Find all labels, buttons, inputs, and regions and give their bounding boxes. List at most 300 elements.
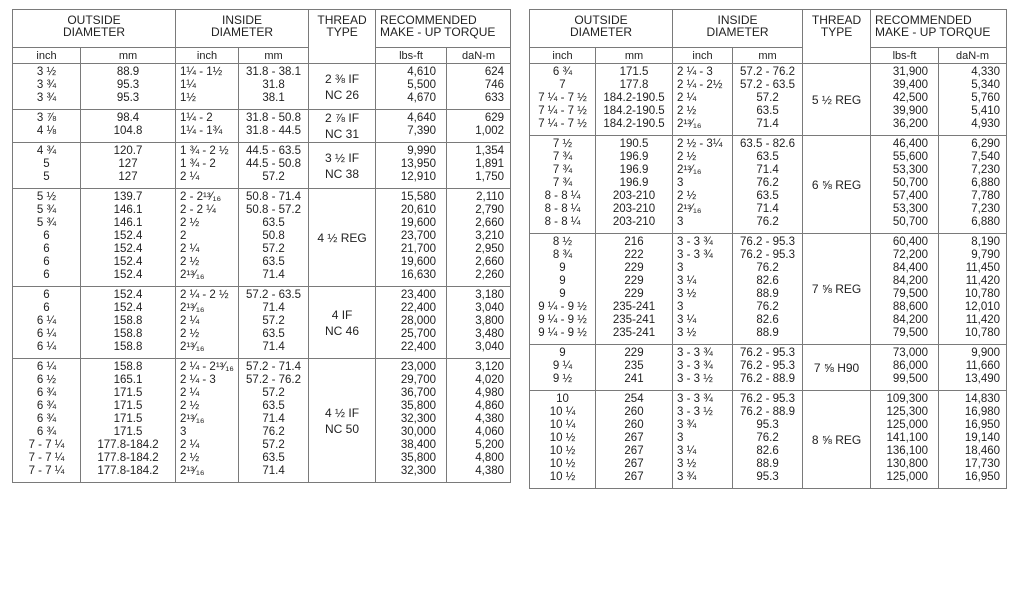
- outside-diameter-mm: 95.3: [116, 92, 140, 104]
- torque-lbs-ft: 15,580: [400, 191, 437, 203]
- torque-dan-m: 4,060: [475, 426, 505, 438]
- table-row: [530, 234, 1007, 345]
- table-row: [13, 287, 511, 359]
- inside-diameter-mm: 63.5 - 82.6: [740, 138, 796, 150]
- outside-diameter-inch: 6 ¾: [36, 413, 57, 425]
- torque-lbs-ft-cell: [376, 143, 447, 189]
- inside-diameter-inch-cell: [673, 234, 733, 345]
- outside-diameter-inch-cell: [530, 345, 596, 391]
- inside-diameter-mm-cell: [733, 234, 803, 345]
- outside-diameter-mm-cell: [81, 143, 176, 189]
- torque-lbs-ft: 31,900: [892, 66, 929, 78]
- torque-lbs-ft-cell: [376, 64, 447, 110]
- torque-dan-m: 4,380: [475, 413, 505, 425]
- outside-diameter-mm: 229: [624, 347, 644, 359]
- torque-lbs-ft: 4,610: [407, 66, 437, 78]
- thread-type-cell: [803, 136, 871, 234]
- torque-lbs-ft-cell: [376, 110, 447, 143]
- inside-diameter-inch: 3 - 3 ¾: [677, 236, 713, 248]
- outside-diameter-inch: 6 ¾: [552, 66, 573, 78]
- outside-diameter-mm: 104.8: [113, 125, 143, 137]
- torque-dan-m: 8,190: [971, 236, 1001, 248]
- outside-diameter-mm: 171.5: [113, 426, 143, 438]
- inside-diameter-mm: 88.9: [756, 458, 779, 470]
- torque-dan-m: 4,930: [971, 118, 1001, 130]
- torque-lbs-ft: 84,200: [892, 314, 929, 326]
- inside-diameter-inch: 3 - 3 ¾: [677, 249, 713, 261]
- outside-diameter-inch: 9 ¼ - 9 ½: [538, 301, 587, 313]
- outside-diameter-inch: 9 ¼: [552, 360, 573, 372]
- torque-lbs-ft: 13,950: [400, 158, 437, 170]
- inside-diameter-mm: 57.2: [756, 92, 779, 104]
- inside-diameter-inch: 2¹³⁄₁₆: [677, 118, 702, 130]
- torque-dan-m-cell: [447, 189, 511, 287]
- inside-diameter-mm: 88.9: [756, 327, 779, 339]
- inside-diameter-mm-cell: [239, 189, 309, 287]
- torque-dan-m: 7,230: [971, 164, 1001, 176]
- thread-type: NC 26: [325, 87, 360, 102]
- torque-dan-m: 2,660: [475, 217, 505, 229]
- outside-diameter-inch-cell: [13, 110, 81, 143]
- outside-diameter-mm: 216: [624, 236, 644, 248]
- inside-diameter-inch: 3: [180, 426, 187, 438]
- torque-dan-m: 3,800: [475, 315, 505, 327]
- outside-diameter-mm: 260: [624, 406, 644, 418]
- torque-lbs-ft: 28,000: [400, 315, 437, 327]
- inside-diameter-mm: 57.2: [262, 315, 285, 327]
- unit-id-mm: mm: [239, 48, 309, 64]
- inside-diameter-mm-cell: [239, 110, 309, 143]
- inside-diameter-inch: 3 - 3 ¾: [677, 360, 713, 372]
- inside-diameter-inch: 1¼: [180, 79, 197, 91]
- torque-dan-m: 1,750: [475, 171, 505, 183]
- thread-type-cell: [309, 64, 376, 110]
- outside-diameter-mm: 196.9: [619, 151, 649, 163]
- table-row: [13, 143, 511, 189]
- outside-diameter-inch: 6 ¾: [36, 426, 57, 438]
- inside-diameter-inch: 3 - 3 ½: [677, 373, 713, 385]
- outside-diameter-inch: 9 ½: [552, 373, 573, 385]
- outside-diameter-mm: 177.8-184.2: [97, 439, 159, 451]
- inside-diameter-inch: 2 ¼ - 3: [677, 66, 713, 78]
- outside-diameter-inch: 7 ¾: [552, 151, 573, 163]
- inside-diameter-inch: 3: [677, 177, 684, 189]
- unit-od-mm: mm: [596, 48, 673, 64]
- inside-diameter-mm: 63.5: [262, 256, 285, 268]
- torque-dan-m: 1,354: [475, 145, 505, 157]
- outside-diameter-inch: 5: [43, 171, 50, 183]
- outside-diameter-inch-cell: [530, 391, 596, 489]
- torque-lbs-ft: 9,990: [407, 145, 437, 157]
- inside-diameter-inch: 2 ½: [677, 190, 697, 202]
- outside-diameter-mm-cell: [596, 64, 673, 136]
- torque-dan-m: 4,020: [475, 374, 505, 386]
- inside-diameter-mm: 76.2 - 95.3: [740, 393, 796, 405]
- outside-diameter-inch: 9: [559, 347, 566, 359]
- outside-diameter-mm-cell: [596, 234, 673, 345]
- inside-diameter-mm-cell: [733, 136, 803, 234]
- inside-diameter-mm: 63.5: [262, 452, 285, 464]
- inside-diameter-mm: 57.2: [262, 387, 285, 399]
- inside-diameter-inch: 2 ½: [180, 328, 200, 340]
- inside-diameter-mm: 50.8 - 57.2: [246, 204, 302, 216]
- thread-type-cell: [803, 391, 871, 489]
- torque-lbs-ft: 99,500: [892, 373, 929, 385]
- torque-lbs-ft: 141,100: [886, 432, 929, 444]
- outside-diameter-mm: 152.4: [113, 289, 143, 301]
- unit-od-inch: inch: [530, 48, 596, 64]
- inside-diameter-inch: 2 ¼: [180, 243, 200, 255]
- outside-diameter-inch: 6 ¾: [36, 387, 57, 399]
- inside-diameter-inch: 2 ½: [677, 151, 697, 163]
- torque-lbs-ft: 53,300: [892, 164, 929, 176]
- table-row: [13, 359, 511, 483]
- unit-id-inch: inch: [673, 48, 733, 64]
- outside-diameter-mm: 260: [624, 419, 644, 431]
- inside-diameter-inch: 3 ¾: [677, 471, 697, 483]
- torque-lbs-ft: 23,700: [400, 230, 437, 242]
- torque-lbs-ft-cell: [871, 391, 939, 489]
- outside-diameter-inch: 6: [43, 243, 50, 255]
- torque-dan-m-cell: [939, 64, 1007, 136]
- inside-diameter-inch: 2 ¼: [180, 315, 200, 327]
- outside-diameter-mm: 267: [624, 458, 644, 470]
- outside-diameter-mm: 203-210: [612, 216, 656, 228]
- outside-diameter-inch: 10 ½: [549, 471, 576, 483]
- torque-lbs-ft: 4,670: [407, 92, 437, 104]
- torque-dan-m: 746: [484, 79, 505, 91]
- torque-lbs-ft: 7,390: [407, 125, 437, 137]
- inside-diameter-mm: 76.2 - 95.3: [740, 360, 796, 372]
- inside-diameter-mm: 71.4: [262, 269, 285, 281]
- outside-diameter-mm: 235-241: [612, 327, 656, 339]
- torque-dan-m: 14,830: [964, 393, 1001, 405]
- outside-diameter-inch: 6: [43, 269, 50, 281]
- torque-lbs-ft: 35,800: [400, 400, 437, 412]
- outside-diameter-inch: 9 ¼ - 9 ½: [538, 314, 587, 326]
- torque-dan-m-cell: [939, 234, 1007, 345]
- thread-type: 2 ⅞ IF: [325, 111, 360, 125]
- inside-diameter-inch-cell: [176, 287, 239, 359]
- table-row: [530, 345, 1007, 391]
- torque-dan-m: 3,040: [475, 341, 505, 353]
- torque-lbs-ft: 35,800: [400, 452, 437, 464]
- torque-dan-m: 624: [484, 66, 505, 78]
- outside-diameter-mm-cell: [596, 136, 673, 234]
- unit-od-inch: inch: [13, 48, 81, 64]
- thread-type: 5 ½ REG: [811, 92, 862, 107]
- outside-diameter-inch: 6 ¾: [36, 400, 57, 412]
- torque-lbs-ft: 21,700: [400, 243, 437, 255]
- inside-diameter-inch: 2 ¼: [677, 92, 697, 104]
- torque-lbs-ft: 36,700: [400, 387, 437, 399]
- torque-lbs-ft: 12,910: [400, 171, 437, 183]
- outside-diameter-mm: 184.2-190.5: [603, 118, 665, 130]
- outside-diameter-mm-cell: [81, 64, 176, 110]
- inside-diameter-mm: 38.1: [262, 92, 285, 104]
- inside-diameter-inch: 3: [677, 301, 684, 313]
- outside-diameter-inch: 6 ¼: [36, 341, 57, 353]
- outside-diameter-mm: 88.9: [116, 66, 140, 78]
- torque-dan-m-cell: [447, 359, 511, 483]
- torque-lbs-ft: 55,600: [892, 151, 929, 163]
- inside-diameter-mm-cell: [733, 64, 803, 136]
- torque-header: RECOMMENDED MAKE - UP TORQUE: [871, 10, 1007, 48]
- inside-diameter-mm: 82.6: [756, 314, 779, 326]
- unit-id-mm: mm: [733, 48, 803, 64]
- outside-diameter-mm: 158.8: [113, 341, 143, 353]
- outside-diameter-inch: 4 ⅛: [36, 125, 57, 137]
- torque-dan-m: 16,980: [964, 406, 1001, 418]
- outside-diameter-mm: 152.4: [113, 302, 143, 314]
- torque-dan-m: 11,420: [965, 314, 1001, 326]
- torque-lbs-ft: 4,640: [407, 112, 437, 124]
- thread-type: NC 46: [325, 323, 360, 338]
- torque-dan-m: 3,120: [475, 361, 505, 373]
- inside-diameter-mm: 57.2 - 63.5: [246, 289, 302, 301]
- inside-diameter-inch: 2 ¼ - 2½: [677, 79, 723, 91]
- inside-diameter-mm: 76.2 - 88.9: [740, 373, 796, 385]
- inside-diameter-inch: 2 ¼: [180, 171, 200, 183]
- table-row: [13, 189, 511, 287]
- outside-diameter-inch: 3 ¾: [36, 92, 57, 104]
- torque-dan-m-cell: [447, 110, 511, 143]
- inside-diameter-inch-cell: [176, 64, 239, 110]
- torque-lbs-ft: 36,200: [892, 118, 929, 130]
- outside-diameter-inch: 6: [43, 256, 50, 268]
- outside-diameter-mm: 203-210: [612, 190, 656, 202]
- outside-diameter-mm: 95.3: [116, 79, 140, 91]
- thread-type: 4 ½ IF: [325, 405, 360, 420]
- outside-diameter-mm-cell: [81, 189, 176, 287]
- torque-dan-m: 4,330: [971, 66, 1001, 78]
- table-row: [530, 391, 1007, 489]
- inside-diameter-inch: 2¹³⁄₁₆: [180, 413, 205, 425]
- inside-diameter-inch-cell: [176, 143, 239, 189]
- outside-diameter-inch: 5 ½: [36, 191, 57, 203]
- table-row: [530, 136, 1007, 234]
- outside-diameter-mm: 254: [624, 393, 644, 405]
- thread-type: 7 ⅝ REG: [811, 282, 862, 296]
- thread-type-cell: [309, 189, 376, 287]
- torque-dan-m: 3,180: [475, 289, 505, 301]
- inside-diameter-inch: 1¼ - 1¾: [180, 125, 223, 137]
- inside-diameter-inch: 2¹³⁄₁₆: [677, 164, 702, 176]
- inside-diameter-inch: 2¹³⁄₁₆: [180, 269, 205, 281]
- torque-dan-m: 6,880: [971, 216, 1001, 228]
- torque-dan-m: 1,891: [475, 158, 505, 170]
- outside-diameter-inch: 8 ½: [552, 236, 573, 248]
- torque-lbs-ft: 60,400: [892, 236, 929, 248]
- inside-diameter-mm: 76.2 - 88.9: [740, 406, 796, 418]
- inside-diameter-inch: 3 - 3 ½: [677, 406, 713, 418]
- outside-diameter-inch: 9: [559, 288, 566, 300]
- outside-diameter-mm: 152.4: [113, 230, 143, 242]
- outside-diameter-header: OUTSIDE DIAMETER: [530, 10, 673, 48]
- inside-diameter-inch: 2: [180, 230, 187, 242]
- inside-diameter-inch: 2 ½ - 3¼: [677, 138, 723, 150]
- torque-lbs-ft: 5,500: [407, 79, 437, 91]
- torque-dan-m: 11,660: [965, 360, 1001, 372]
- outside-diameter-inch: 8 ¾: [552, 249, 573, 261]
- inside-diameter-mm: 76.2: [756, 216, 779, 228]
- outside-diameter-mm: 127: [118, 158, 138, 170]
- outside-diameter-mm: 184.2-190.5: [603, 92, 665, 104]
- outside-diameter-inch: 7 - 7 ¼: [28, 452, 65, 464]
- outside-diameter-inch-cell: [13, 64, 81, 110]
- outside-diameter-mm: 171.5: [113, 387, 143, 399]
- outside-diameter-mm: 171.5: [113, 400, 143, 412]
- outside-diameter-mm: 184.2-190.5: [603, 105, 665, 117]
- torque-dan-m-cell: [939, 391, 1007, 489]
- inside-diameter-inch: 2 ½: [180, 256, 200, 268]
- outside-diameter-inch: 7: [559, 79, 566, 91]
- outside-diameter-mm: 229: [624, 275, 644, 287]
- outside-diameter-mm: 267: [624, 445, 644, 457]
- torque-dan-m: 2,790: [475, 204, 505, 216]
- torque-dan-m: 6,880: [971, 177, 1001, 189]
- outside-diameter-inch: 8 - 8 ¼: [544, 216, 581, 228]
- outside-diameter-mm: 165.1: [113, 374, 143, 386]
- inside-diameter-mm-cell: [239, 64, 309, 110]
- table-row: [13, 64, 511, 110]
- inside-diameter-mm: 57.2: [262, 243, 285, 255]
- inside-diameter-inch: 3 ¼: [677, 314, 697, 326]
- torque-lbs-ft: 20,610: [400, 204, 437, 216]
- outside-diameter-mm: 235-241: [612, 301, 656, 313]
- inside-diameter-inch: 1¼ - 2: [180, 112, 213, 124]
- outside-diameter-mm: 171.5: [113, 413, 143, 425]
- torque-dan-m: 5,200: [475, 439, 505, 451]
- torque-lbs-ft: 50,700: [892, 216, 929, 228]
- inside-diameter-mm: 50.8: [262, 230, 285, 242]
- inside-diameter-mm: 71.4: [756, 203, 779, 215]
- outside-diameter-inch-cell: [530, 64, 596, 136]
- torque-dan-m: 4,860: [475, 400, 505, 412]
- thread-type: 4 ½ REG: [317, 230, 367, 245]
- outside-diameter-inch: 7 ¾: [552, 177, 573, 189]
- torque-dan-m: 11,450: [965, 262, 1001, 274]
- outside-diameter-mm: 177.8: [619, 79, 649, 91]
- outside-diameter-mm: 152.4: [113, 269, 143, 281]
- torque-dan-m: 1,002: [475, 125, 505, 137]
- inside-diameter-mm: 76.2 - 95.3: [740, 347, 796, 359]
- inside-diameter-inch: 2¹³⁄₁₆: [677, 203, 702, 215]
- inside-diameter-mm: 63.5: [756, 105, 779, 117]
- inside-diameter-inch: 2 ¼: [180, 439, 200, 451]
- inside-diameter-inch: 2¹³⁄₁₆: [180, 302, 205, 314]
- torque-lbs-ft: 130,800: [886, 458, 929, 470]
- torque-dan-m: 3,480: [475, 328, 505, 340]
- torque-dan-m: 10,780: [964, 327, 1001, 339]
- outside-diameter-mm: 241: [624, 373, 644, 385]
- torque-dan-m: 7,540: [971, 151, 1001, 163]
- inside-diameter-inch: 3 ¼: [677, 445, 697, 457]
- outside-diameter-inch: 7 ¾: [552, 164, 573, 176]
- inside-diameter-inch: 2 ½: [180, 400, 200, 412]
- inside-diameter-inch: 1 ¾ - 2 ½: [180, 145, 229, 157]
- outside-diameter-inch: 3 ½: [36, 66, 57, 78]
- inside-diameter-inch: 3 ¾: [677, 419, 697, 431]
- outside-diameter-inch: 10 ¼: [549, 406, 576, 418]
- outside-diameter-mm: 120.7: [113, 145, 143, 157]
- outside-diameter-inch-cell: [13, 287, 81, 359]
- torque-dan-m: 629: [484, 112, 505, 124]
- inside-diameter-mm: 76.2: [756, 177, 779, 189]
- inside-diameter-mm: 95.3: [756, 471, 779, 483]
- torque-lbs-ft: 19,600: [400, 256, 437, 268]
- outside-diameter-mm: 222: [624, 249, 644, 261]
- outside-diameter-inch: 10 ¼: [549, 419, 576, 431]
- outside-diameter-mm: 267: [624, 432, 644, 444]
- outside-diameter-inch: 9: [559, 262, 566, 274]
- torque-lbs-ft: 125,000: [886, 419, 929, 431]
- outside-diameter-header: OUTSIDE DIAMETER: [13, 10, 176, 48]
- inside-diameter-inch: 3 ½: [677, 327, 697, 339]
- torque-dan-m: 7,780: [971, 190, 1001, 202]
- inside-diameter-mm: 76.2: [756, 262, 779, 274]
- outside-diameter-inch: 9 ¼ - 9 ½: [538, 327, 587, 339]
- outside-diameter-inch: 6: [43, 302, 50, 314]
- outside-diameter-inch-cell: [13, 143, 81, 189]
- torque-lbs-ft: 22,400: [400, 341, 437, 353]
- outside-diameter-inch: 7 - 7 ¼: [28, 439, 65, 451]
- outside-diameter-inch-cell: [530, 234, 596, 345]
- inside-diameter-mm: 31.8 - 38.1: [246, 66, 302, 78]
- outside-diameter-inch: 7 - 7 ¼: [28, 465, 65, 477]
- torque-dan-m-cell: [447, 64, 511, 110]
- torque-lbs-ft: 23,000: [400, 361, 437, 373]
- outside-diameter-mm: 146.1: [113, 217, 143, 229]
- outside-diameter-inch: 10 ½: [549, 458, 576, 470]
- inside-diameter-mm: 44.5 - 50.8: [246, 158, 302, 170]
- inside-diameter-header: INSIDE DIAMETER: [176, 10, 309, 48]
- torque-lbs-ft-cell: [871, 136, 939, 234]
- torque-dan-m: 2,950: [475, 243, 505, 255]
- torque-lbs-ft-cell: [871, 234, 939, 345]
- outside-diameter-mm: 98.4: [116, 112, 140, 124]
- torque-dan-m-cell: [447, 287, 511, 359]
- inside-diameter-inch: 2 ¼ - 2 ½: [180, 289, 229, 301]
- inside-diameter-mm: 71.4: [262, 341, 285, 353]
- torque-lbs-ft: 57,400: [892, 190, 929, 202]
- torque-lbs-ft: 53,300: [892, 203, 929, 215]
- inside-diameter-mm: 57.2 - 76.2: [246, 374, 302, 386]
- outside-diameter-mm: 177.8-184.2: [97, 465, 159, 477]
- torque-lbs-ft: 46,400: [892, 138, 929, 150]
- table-row: [13, 110, 511, 143]
- inside-diameter-mm: 63.5: [262, 400, 285, 412]
- torque-dan-m: 6,290: [971, 138, 1001, 150]
- torque-dan-m: 2,260: [475, 269, 505, 281]
- inside-diameter-mm: 50.8 - 71.4: [246, 191, 302, 203]
- torque-dan-m: 16,950: [964, 419, 1001, 431]
- outside-diameter-inch: 5 ¾: [36, 217, 57, 229]
- torque-dan-m: 2,660: [475, 256, 505, 268]
- inside-diameter-inch: 3 - 3 ¾: [677, 347, 713, 359]
- outside-diameter-inch: 7 ¼ - 7 ½: [538, 92, 587, 104]
- outside-diameter-mm: 152.4: [113, 256, 143, 268]
- thread-type-cell: [309, 359, 376, 483]
- thread-type: 2 ⅜ IF: [325, 71, 360, 86]
- outside-diameter-mm: 139.7: [113, 191, 143, 203]
- outside-diameter-inch: 5 ¾: [36, 204, 57, 216]
- thread-type-cell: [309, 287, 376, 359]
- torque-lbs-ft: 25,700: [400, 328, 437, 340]
- torque-dan-m: 9,790: [971, 249, 1001, 261]
- torque-lbs-ft: 29,700: [400, 374, 437, 386]
- torque-lbs-ft: 23,400: [400, 289, 437, 301]
